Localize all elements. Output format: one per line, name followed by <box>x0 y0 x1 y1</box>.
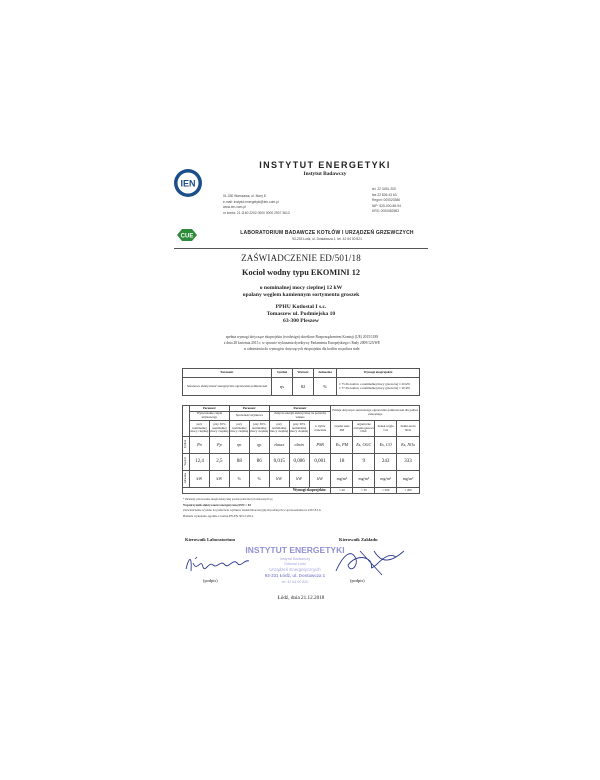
requirement-line: ≥ 75 dla kotłów o nominalnej mocy grzewczej ≤ 20 kW <box>339 381 411 386</box>
footnotes <box>183 497 423 519</box>
col-header: Parametr <box>269 406 331 412</box>
col-header: Wymogi ekoprojektu <box>337 369 420 378</box>
col-header: Jednostka <box>314 369 337 378</box>
signature-lab-head <box>183 547 253 577</box>
requirement-line: ≥ 77 dla kotłów o nominalnej mocy grzewczej > 20 kW <box>339 385 411 390</box>
unit-cell: % <box>249 471 269 488</box>
value-cell: 9 <box>353 454 375 471</box>
sub-header: tlenek węgla CO <box>375 421 397 437</box>
unit-cell: kW <box>289 471 309 488</box>
sub-header: w trybie czuwania <box>309 421 331 437</box>
sub-header: przy 30% nominalnej mocy cieplnej <box>289 421 309 437</box>
symbol-cell: Es, PM <box>331 437 353 454</box>
value-cell: 86 <box>249 454 269 471</box>
eei-line: Wspólczynnik efektywności energetycznej EEI = 82 <box>183 502 252 507</box>
contact-line: fax 22 836 43 63 <box>372 192 397 197</box>
manufacturer-city: 63-300 Pleszew <box>283 317 319 324</box>
col-header: Emisje dotyczące sezonowego ogrzewania pomieszczeń dla paliwa zalecanego <box>331 406 420 421</box>
svg-text:tel. 42 64 00 820: tel. 42 64 00 820 <box>281 580 309 584</box>
symbol-cell: Es, NOx <box>397 437 420 454</box>
footnote-report: Zaświadczenie wydano na podstawie wyników badań laboratoryjnych podanych w sprawozdaniu nr 433/18 LG <box>183 508 322 513</box>
ien-logo <box>173 168 203 198</box>
address-line: nr konta: 21 1160 2202 0000 0000 2907 3613 <box>223 210 290 215</box>
unit-cell: mg/m³ <box>331 471 353 488</box>
sub-header: organiczne związki gazowe OGC <box>353 421 375 437</box>
efficiency-table <box>182 368 420 396</box>
address-line: www.ien.com.pl <box>223 205 246 210</box>
value-cell: 0,001 <box>309 454 331 471</box>
address-line: e-mail: instytut.energetyki@ien.com.pl <box>223 199 279 204</box>
unit-cell: mg/m³ <box>353 471 375 488</box>
table-cell: 82 <box>293 378 314 396</box>
col-header: Wartość <box>293 369 314 378</box>
symbol-cell: PSB <box>309 437 331 454</box>
contact-line: Regon: 000020386 <box>372 198 401 203</box>
footnote-star: * Parametry zastosowania energii elektrycznej potrzeb pomocniczych obliczonych wg <box>183 498 273 501</box>
sub-header: przy 30% nominalnej mocy cieplnej <box>249 421 269 437</box>
value-cell: 243 <box>375 454 397 471</box>
institute-address <box>223 194 333 216</box>
certificate-subtitle-fuel: opalany węglem kamiennym sortymentu groszek <box>242 292 360 298</box>
address-line: 01-330 Warszawa, ul. Mory 8 <box>223 194 266 198</box>
contact-line: tel. 22 3451-200 <box>372 187 396 191</box>
value-cell: 333 <box>397 454 420 471</box>
footnote-standard: Badania wykonano zgodnie z normą PN-EN 303-5:2012. <box>183 513 254 518</box>
value-cell: 0,006 <box>289 454 309 471</box>
sub-header: przy 30% nominalnej mocy cieplnej <box>209 421 229 437</box>
table-cell <box>337 378 420 396</box>
group-header: Sprawność użytkowa <box>229 412 269 421</box>
signature-director <box>330 545 410 577</box>
table-cell: ηs <box>272 378 293 396</box>
institute-name: INSTYTUT ENERGETYKI <box>259 160 391 170</box>
col-header: Parametr <box>183 369 272 378</box>
symbol-cell: elmax <box>269 437 289 454</box>
row-label: Wartość <box>183 454 190 471</box>
certificate-number: ZAŚWIADCZENIE ED/501/18 <box>241 253 361 263</box>
manufacturer <box>170 304 432 324</box>
svg-text:93-231 Łódź, ul. Dostawcza 1: 93-231 Łódź, ul. Dostawcza 1 <box>264 573 326 578</box>
lab-head-label: Kierownik Laboratorium <box>185 537 236 542</box>
certificate-title: Kocioł wodny typu EKOMINI 12 <box>241 268 361 277</box>
unit-cell: kW <box>209 471 229 488</box>
value-cell: 0,015 <box>269 454 289 471</box>
group-header: Wytwarzanie ciepła użytkowego <box>189 412 229 421</box>
signature-caption: (podpis) <box>203 578 218 583</box>
unit-cell: kW <box>189 471 209 488</box>
symbol-cell: Es, OGC <box>353 437 375 454</box>
unit-cell: % <box>229 471 249 488</box>
intro-line: spełnia wymogi dotyczące ekoprojektu (ecodesign) określone Rozporządzeniem Komisji (UE) 2015/1189 <box>225 335 379 339</box>
value-cell: 88 <box>229 454 249 471</box>
symbol-cell: Es, CO <box>375 437 397 454</box>
requirement-value: < 40 <box>331 488 353 494</box>
certificate-subtitle-power: o nominalnej mocy cieplnej 12 kW <box>259 285 343 291</box>
svg-text:IEN: IEN <box>180 178 196 189</box>
requirements-label: Wymogi ekoprojektu: <box>183 488 331 494</box>
contact-line: KRS: 0000082983 <box>372 209 399 214</box>
unit-cell: mg/m³ <box>375 471 397 488</box>
svg-text:Oddział Łódź: Oddział Łódź <box>283 562 307 566</box>
lab-name: LABORATORIUM BADAWCZE KOTŁÓW I URZĄDZEŃ GRZEWCZYCH <box>240 230 414 236</box>
institute-contact <box>372 187 432 215</box>
symbol-cell: Pp <box>209 437 229 454</box>
cue-logo <box>175 228 199 242</box>
symbol-cell: ηn <box>229 437 249 454</box>
institute-subtitle: Instytut Badawczy <box>303 171 347 177</box>
sub-header: cząstki stałe PM <box>331 421 353 437</box>
contact-line: NIP: 525-000-86-94 <box>372 203 401 208</box>
director-label: Kierownik Zakładu <box>339 537 378 542</box>
value-cell: 18 <box>331 454 353 471</box>
sub-header: tlenki azotu NOx <box>397 421 420 437</box>
sub-header: przy nominalnej mocy cieplnej <box>269 421 289 437</box>
svg-text:INSTYTUT ENERGETYKI: INSTYTUT ENERGETYKI <box>245 545 345 555</box>
col-header: Symbol <box>272 369 293 378</box>
svg-text:Instytut Badawczy: Instytut Badawczy <box>279 557 311 561</box>
table-cell: Sezonowa efektywność energetyczna ogrzewania pomieszczeń <box>183 378 272 396</box>
signature-caption: (podpis) <box>350 578 365 583</box>
group-header: Zużycie energii elektrycznej na potrzeby własne <box>269 412 331 421</box>
intro-line: w odniesieniu do wymogów dotyczących ekoprojektu dla kotłów na paliwa stałe. <box>243 347 361 352</box>
table-cell <box>183 406 190 437</box>
requirement-value: < 200 <box>397 488 420 494</box>
unit-cell: kW <box>309 471 331 488</box>
col-header: Parametr <box>229 406 269 412</box>
sub-header: przy nominalnej mocy cieplnej <box>229 421 249 437</box>
symbol-cell: ηp <box>249 437 269 454</box>
sub-header: przy nominalnej mocy cieplnej <box>189 421 209 437</box>
row-label: Symbol <box>183 437 190 454</box>
symbol-cell: elmin <box>289 437 309 454</box>
intro-text <box>185 334 419 353</box>
value-cell: 12,4 <box>189 454 209 471</box>
requirement-value: < 30 <box>353 488 375 494</box>
svg-text:CUE: CUE <box>180 233 194 240</box>
requirement-value: < 500 <box>375 488 397 494</box>
parameters-table <box>182 405 420 494</box>
lab-address: 93-233 Łódź, ul. Dostawcza 1, tel. 42 64 00 821 <box>292 237 362 241</box>
symbol-cell: Pn <box>189 437 209 454</box>
table-cell: % <box>314 378 337 396</box>
manufacturer-name: PPHU Kotlostal I s.c. <box>275 304 327 310</box>
intro-line: z dnia 28 kwietnia 2015 r. w sprawie wykonania dyrektywy Parlamentu Europejskiego i Rady 2009/125/WE <box>223 341 381 346</box>
issue-date: Łódź, dnia 21.12.2018 <box>277 595 325 601</box>
row-label: Jednostka <box>183 471 190 488</box>
col-header: Parametr <box>189 406 229 412</box>
value-cell: 2,5 <box>209 454 229 471</box>
unit-cell: mg/m³ <box>397 471 420 488</box>
unit-cell: kW <box>269 471 289 488</box>
svg-text:Urządzeń Energetycznych: Urządzeń Energetycznych <box>269 567 321 572</box>
header-divider <box>174 248 428 249</box>
manufacturer-street: Tomaszew ul. Podmiejska 10 <box>266 310 336 317</box>
